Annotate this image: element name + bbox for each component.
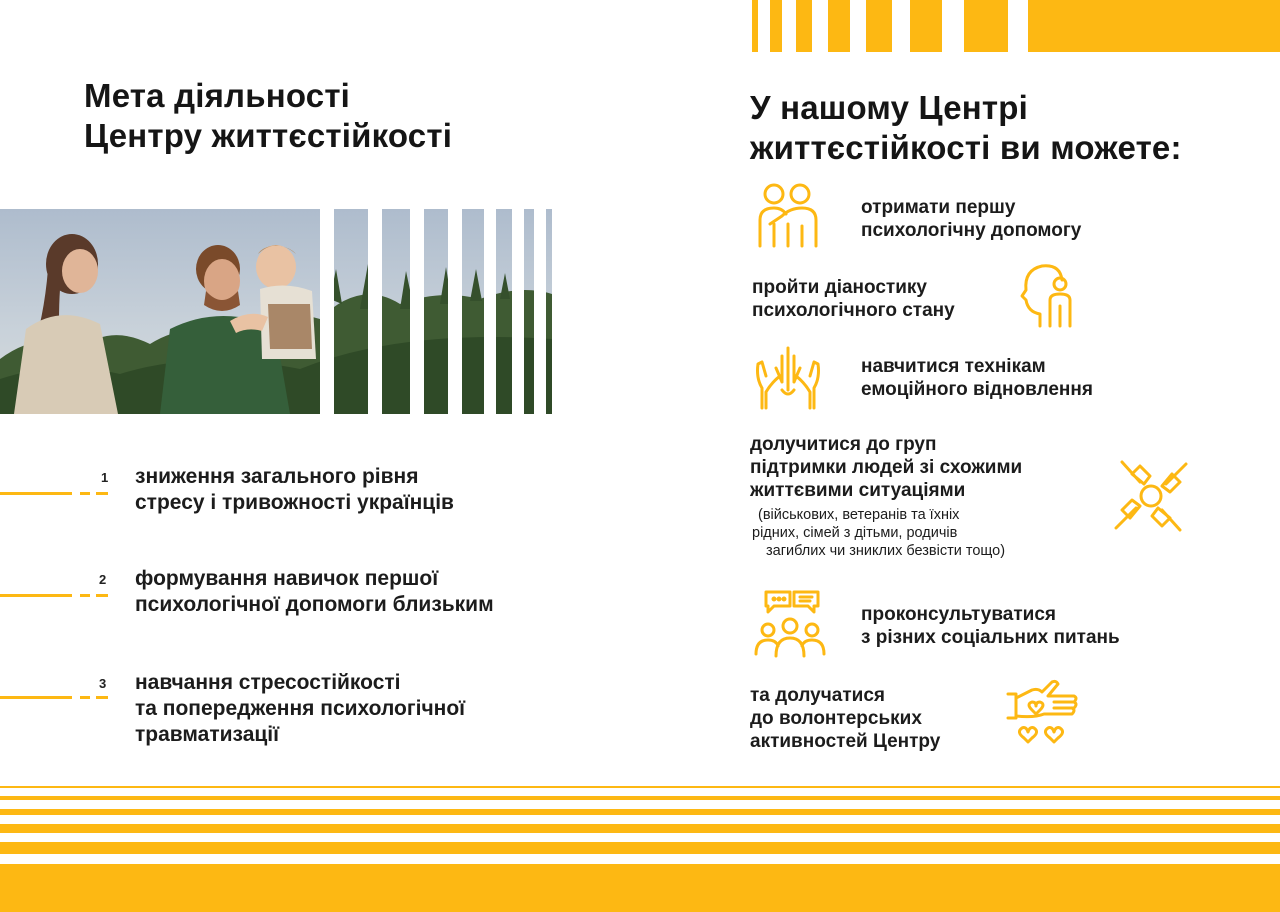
goal-line [0, 594, 72, 597]
goal-dash [80, 696, 90, 699]
feature-text [861, 355, 1093, 401]
feature-text-line: життєвими ситуаціями [750, 480, 966, 501]
feature-subtext [752, 506, 1005, 560]
goal-text-line: психологічної допомоги близьким [135, 593, 494, 616]
helping-hand-hearts-icon [1004, 676, 1084, 754]
goal-number: 2 [99, 572, 107, 587]
goal-line [0, 492, 72, 495]
feature-text-line: долучитися до груп [750, 434, 937, 455]
goal-number: 1 [101, 470, 109, 485]
goal-dash [96, 594, 108, 597]
bottom-stripes-decoration [0, 786, 1280, 912]
feature-text-line: навчитися технікам [861, 356, 1046, 377]
feature-text [750, 433, 1022, 502]
goals-heading [84, 76, 604, 156]
feature-text-line: психологічну допомогу [861, 220, 1082, 241]
feature-text-line: активностей Центру [750, 731, 941, 752]
feature-text-line: з різних соціальних питань [861, 627, 1120, 648]
goal-dash [96, 492, 108, 495]
goals-heading-line1: Мета діяльності [84, 77, 351, 114]
goals-heading-line2: Центру життєстійкості [84, 117, 453, 154]
feature-text [752, 276, 955, 322]
goal-dash [80, 492, 90, 495]
goal-text-line: та попередження психологічної [135, 697, 466, 720]
feature-text-line: до волонтерських [750, 708, 922, 729]
feature-text-line: підтримки людей зі схожими [750, 457, 1023, 478]
goal-text-line: зниження загального рівня [135, 465, 419, 488]
top-stripes-decoration [752, 0, 1280, 52]
joined-hands-icon [1110, 456, 1192, 536]
family-photo [0, 209, 552, 414]
feature-text [861, 603, 1120, 649]
feature-text-line: емоційного відновлення [861, 379, 1093, 400]
goal-text [135, 464, 555, 516]
features-heading [750, 88, 1270, 168]
features-heading-line1: У нашому Центрі [750, 89, 1028, 126]
goal-number: 3 [99, 676, 107, 691]
goal-text [135, 670, 555, 748]
goal-text-line: навчання стресостійкості [135, 671, 401, 694]
goal-text-line: травматизації [135, 723, 280, 746]
goal-dash [96, 696, 108, 699]
hug-icon [752, 180, 824, 248]
goal-text [135, 566, 575, 618]
feature-text-line: пройти діаностику [752, 277, 927, 298]
goal-text-line: стресу і тривожності українців [135, 491, 454, 514]
open-hands-icon [752, 342, 824, 412]
goal-line [0, 696, 72, 699]
head-person-icon [1018, 260, 1078, 330]
goal-dash [80, 594, 90, 597]
feature-subtext-line: загиблих чи зниклих безвісти тощо) [766, 543, 1006, 559]
feature-subtext-line: (військових, ветеранів та їхніх [758, 507, 960, 523]
consultation-group-icon [752, 588, 828, 660]
feature-subtext-line: рідних, сімей з дітьми, родичів [752, 525, 958, 541]
feature-text [750, 684, 940, 753]
goal-text-line: формування навичок першої [135, 567, 439, 590]
feature-text-line: психологічного стану [752, 300, 955, 321]
feature-text [861, 196, 1081, 242]
feature-text-line: проконсультуватися [861, 604, 1056, 625]
feature-text-line: та долучатися [750, 685, 885, 706]
feature-text-line: отримати першу [861, 197, 1016, 218]
features-heading-line2: життєстійкості ви можете: [750, 129, 1182, 166]
